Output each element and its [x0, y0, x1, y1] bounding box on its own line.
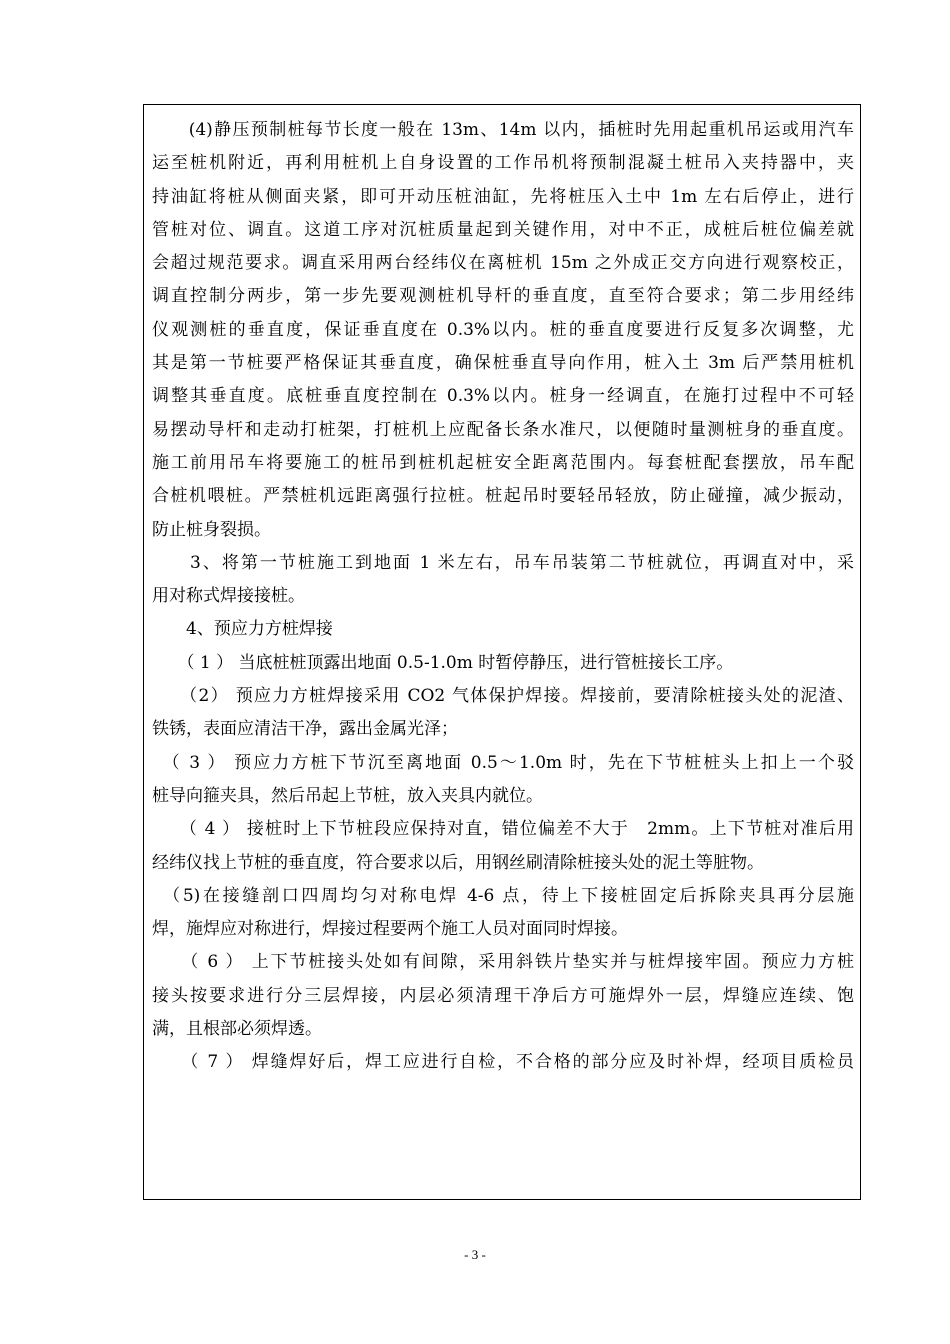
text-line: 桩导向箍夹具，然后吊起上节桩，放入夹具内就位。 [152, 785, 543, 806]
text-line: 仪观测桩的垂直度，保证垂直度在 0.3%以内。桩的垂直度要进行反复多次调整，尤 [152, 319, 854, 340]
text-line: 防止桩身裂损。 [152, 519, 271, 540]
text-line: （ 3 ） 预应力方桩下节沉至离地面 0.5～1.0m 时，先在下节桩桩头上扣上一个驳 [152, 752, 854, 773]
text-line: 易摆动导杆和走动打桩架，打桩机上应配备长条水准尺，以便随时量测桩身的垂直度。 [152, 419, 854, 440]
text-line: （ 1 ） 当底桩桩顶露出地面 0.5-1.0m 时暂停静压，进行管桩接长工序。 [152, 652, 734, 673]
document-body [152, 114, 854, 1080]
text-line: 3、将第一节桩施工到地面 1 米左右，吊车吊装第二节桩就位，再调直对中，采 [152, 552, 854, 573]
text-line: 其是第一节桩要严格保证其垂直度，确保桩垂直导向作用，桩入土 3m 后严禁用桩机 [152, 353, 854, 374]
text-line: （5)在接缝剖口四周均匀对称电焊 4-6 点，待上下接桩固定后拆除夹具再分层施 [152, 885, 854, 906]
text-line: （ 4 ） 接桩时上下节桩段应保持对直，错位偏差不大于 2mm。上下节桩对准后用 [152, 819, 854, 840]
text-line: （ 7 ） 焊缝焊好后，焊工应进行自检，不合格的部分应及时补焊，经项目质检员 [152, 1052, 854, 1073]
text-line: 接头按要求进行分三层焊接，内层必须清理干净后方可施焊外一层，焊缝应连续、饱 [152, 985, 854, 1006]
text-line: 持油缸将桩从侧面夹紧，即可开动压桩油缸，先将桩压入土中 1m 左右后停止，进行 [152, 186, 854, 207]
text-line: 调直控制分两步，第一步先要观测桩机导杆的垂直度，直至符合要求；第二步用经纬 [152, 286, 854, 307]
text-line: 满，且根部必须焊透。 [152, 1019, 322, 1040]
text-line: 调整其垂直度。底桩垂直度控制在 0.3%以内。桩身一经调直，在施打过程中不可轻 [152, 386, 854, 407]
text-line: 合桩机喂桩。严禁桩机远距离强行拉桩。桩起吊时要轻吊轻放，防止碰撞，减少振动， [152, 486, 854, 507]
text-line: 会超过规范要求。调直采用两台经纬仪在离桩机 15m 之外成正交方向进行观察校正， [152, 253, 854, 274]
text-line: 运至桩机附近，再利用桩机上自身设置的工作吊机将预制混凝土桩吊入夹持器中，夹 [152, 153, 854, 174]
text-line: (4)静压预制桩每节长度一般在 13m、14m 以内，插桩时先用起重机吊运或用汽车 [152, 120, 854, 140]
text-line: 用对称式焊接接桩。 [152, 586, 305, 607]
text-line: 焊，施焊应对称进行，焊接过程要两个施工人员对面同时焊接。 [152, 919, 628, 940]
text-line: 铁锈，表面应清洁干净，露出金属光泽； [152, 719, 458, 740]
text-line: （2） 预应力方桩焊接采用 CO2 气体保护焊接。焊接前，要清除桩接头处的泥渣、 [152, 686, 854, 707]
text-line: 管桩对位、调直。这道工序对沉桩质量起到关键作用，对中不正，成桩后桩位偏差就 [152, 219, 854, 240]
section-heading: 4、预应力方桩焊接 [152, 619, 333, 640]
text-line: 施工前用吊车将要施工的桩吊到桩机起桩安全距离范围内。每套桩配套摆放，吊车配 [152, 452, 854, 473]
text-line: 经纬仪找上节桩的垂直度，符合要求以后，用钢丝刷清除桩接头处的泥土等脏物。 [152, 852, 764, 873]
text-line: （ 6 ） 上下节桩接头处如有间隙，采用斜铁片垫实并与桩焊接牢固。预应力方桩 [152, 952, 854, 973]
page-number: - 3 - [464, 1247, 486, 1262]
